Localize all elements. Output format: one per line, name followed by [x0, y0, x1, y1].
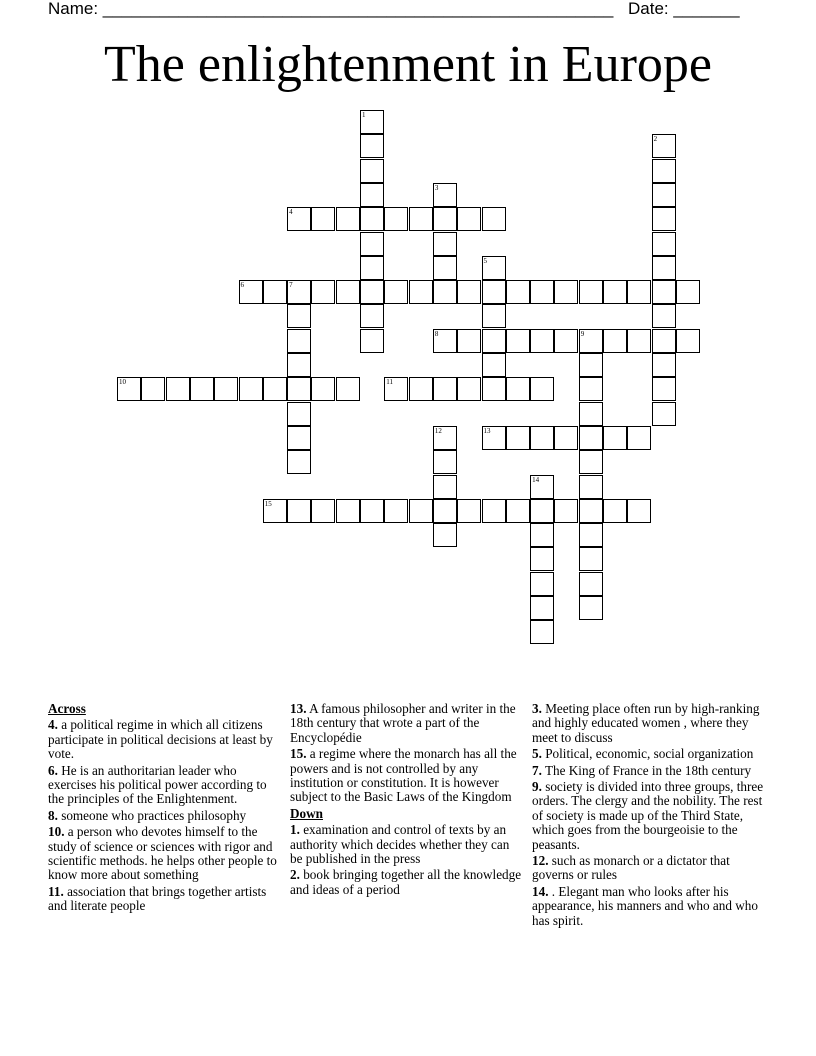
clue-text: examination and control of texts by an authority which decides whether they can be published in the press: [290, 822, 510, 867]
clue-number: 2.: [290, 867, 300, 883]
grid-cell[interactable]: [287, 329, 311, 353]
grid-cell[interactable]: [360, 134, 384, 158]
name-field-label[interactable]: Name: ______________________________________________________: [48, 0, 614, 18]
cell-number: 11: [386, 378, 394, 387]
grid-cell[interactable]: [482, 377, 506, 401]
grid-cell[interactable]: [384, 280, 408, 304]
clue-number: 11.: [48, 883, 64, 899]
date-field-label[interactable]: Date: _______: [628, 0, 740, 18]
grid-cell[interactable]: [433, 256, 457, 280]
grid-cell[interactable]: [433, 475, 457, 499]
grid-cell[interactable]: [652, 207, 676, 231]
clue-text: The King of France in the 18th century: [544, 762, 752, 778]
grid-cell[interactable]: [287, 426, 311, 450]
grid-cell[interactable]: [433, 207, 457, 231]
grid-cell[interactable]: [530, 329, 554, 353]
cell-number: 6: [240, 281, 244, 290]
grid-cell[interactable]: [287, 207, 311, 231]
grid-cell[interactable]: [409, 499, 433, 523]
clue-down-12: [532, 854, 768, 883]
grid-cell[interactable]: [457, 207, 481, 231]
clue-across-6: [48, 764, 280, 807]
grid-cell[interactable]: [579, 353, 603, 377]
clue-text: a regime where the monarch has all the powers and is not controlled by any institution or constitution. It is however subject to the Basic Laws of the Kingdom: [290, 746, 517, 805]
grid-cell[interactable]: [482, 329, 506, 353]
cell-number: 3: [434, 183, 439, 192]
grid-cell[interactable]: [506, 280, 530, 304]
grid-cell[interactable]: [117, 377, 141, 401]
clue-number: 15.: [290, 746, 307, 762]
clue-number: 6.: [48, 762, 58, 778]
grid-cell[interactable]: [311, 280, 335, 304]
grid-cell[interactable]: [603, 329, 627, 353]
cell-number: 5: [483, 256, 487, 265]
clue-text: association that brings together artists and literate people: [48, 883, 267, 914]
clue-across-10: [48, 825, 280, 883]
grid-cell[interactable]: [433, 499, 457, 523]
clue-across-4: [48, 718, 280, 761]
grid-cell[interactable]: [360, 183, 384, 207]
clue-down-3: [532, 702, 768, 745]
grid-cell[interactable]: [530, 475, 554, 499]
cell-number: 1: [362, 111, 366, 119]
grid-cell[interactable]: [603, 280, 627, 304]
grid-cell[interactable]: [360, 304, 384, 328]
grid-cell[interactable]: [579, 547, 603, 571]
grid-cell[interactable]: [506, 426, 530, 450]
grid-cell[interactable]: [530, 523, 554, 547]
cell-number: 10: [119, 378, 126, 387]
cell-number: 14: [532, 475, 540, 484]
grid-cell[interactable]: [554, 499, 578, 523]
grid-cell[interactable]: [603, 499, 627, 523]
clue-text: A famous philosopher and writer in the 18th century that wrote a part of the Encyclopédie: [290, 701, 516, 745]
grid-cell[interactable]: [239, 280, 263, 304]
grid-cell[interactable]: [530, 547, 554, 571]
clue-across-8: [48, 809, 280, 823]
cell-number: 9: [580, 329, 585, 338]
grid-cell[interactable]: [287, 280, 311, 304]
grid-cell[interactable]: [652, 159, 676, 183]
grid-cell[interactable]: [482, 256, 506, 280]
grid-cell[interactable]: [579, 280, 603, 304]
cell-number: 15: [264, 499, 272, 508]
clue-number: 14.: [532, 883, 549, 899]
grid-cell[interactable]: [627, 280, 651, 304]
grid-cell[interactable]: [287, 499, 311, 523]
grid-cell[interactable]: [579, 329, 603, 353]
grid-cell[interactable]: [652, 402, 676, 426]
across-heading: Across: [48, 701, 86, 716]
grid-cell[interactable]: [336, 280, 360, 304]
clue-text: book bringing together all the knowledge and ideas of a period: [290, 867, 522, 897]
grid-cell[interactable]: [482, 280, 506, 304]
grid-cell[interactable]: [457, 499, 481, 523]
grid-cell[interactable]: [190, 377, 214, 401]
page-title: The enlightenment in Europe: [104, 36, 712, 93]
grid-cell[interactable]: [433, 232, 457, 256]
clue-number: 8.: [48, 807, 58, 823]
grid-cell[interactable]: [579, 475, 603, 499]
grid-cell[interactable]: [457, 329, 481, 353]
grid-cell[interactable]: [384, 207, 408, 231]
grid-cell[interactable]: [360, 207, 384, 231]
grid-cell[interactable]: [360, 159, 384, 183]
grid-cell[interactable]: [652, 353, 676, 377]
grid-cell[interactable]: [579, 450, 603, 474]
clue-text: a political regime in which all citizens participate in political decisions at least by vote.: [48, 717, 273, 762]
grid-cell[interactable]: [433, 280, 457, 304]
cell-number: 12: [434, 426, 442, 435]
clue-number: 1.: [290, 822, 300, 838]
grid-cell[interactable]: [603, 426, 627, 450]
grid-cell[interactable]: [482, 304, 506, 328]
grid-cell[interactable]: [457, 377, 481, 401]
grid-cell[interactable]: [263, 377, 287, 401]
clue-across-13: [290, 702, 522, 745]
clue-down-9: [532, 780, 768, 852]
grid-cell[interactable]: [579, 499, 603, 523]
clue-text: such as monarch or a dictator that governs or rules: [532, 853, 730, 883]
grid-cell[interactable]: [336, 207, 360, 231]
grid-cell[interactable]: [311, 499, 335, 523]
grid-cell[interactable]: [360, 329, 384, 353]
grid-cell[interactable]: [336, 499, 360, 523]
grid-cell[interactable]: [287, 304, 311, 328]
grid-cell[interactable]: [482, 426, 506, 450]
grid-cell[interactable]: [627, 499, 651, 523]
clue-across-15: [290, 747, 522, 805]
clue-number: 4.: [48, 717, 58, 733]
clues-column-1: [48, 702, 280, 916]
clue-across-11: [48, 885, 280, 914]
grid-cell[interactable]: [652, 377, 676, 401]
cell-number: 7: [289, 281, 293, 290]
grid-cell[interactable]: [506, 499, 530, 523]
grid-cell[interactable]: [287, 402, 311, 426]
grid-cell[interactable]: [287, 450, 311, 474]
clue-number: 9.: [532, 779, 542, 795]
grid-cell[interactable]: [433, 329, 457, 353]
grid-cell[interactable]: [652, 304, 676, 328]
clue-text: society is divided into three groups, three orders. The clergy and the nobility. The rest of society is made up of the Third State, which goes from the bourgeoisie to the peasants.: [532, 779, 764, 852]
grid-cell[interactable]: [409, 280, 433, 304]
clue-text: someone who practices philosophy: [61, 807, 247, 823]
grid-cell[interactable]: [579, 426, 603, 450]
clue-text: Political, economic, social organization: [545, 746, 754, 762]
grid-cell[interactable]: [433, 183, 457, 207]
grid-cell[interactable]: [530, 426, 554, 450]
grid-cell[interactable]: [263, 499, 287, 523]
grid-cell[interactable]: [579, 596, 603, 620]
grid-cell[interactable]: [409, 207, 433, 231]
clue-down-1: [290, 823, 522, 866]
grid-cell[interactable]: [482, 353, 506, 377]
grid-cell[interactable]: [287, 353, 311, 377]
grid-cell[interactable]: [506, 329, 530, 353]
clue-number: 5.: [532, 746, 542, 762]
grid-cell[interactable]: [530, 620, 554, 644]
clue-number: 7.: [532, 762, 542, 778]
grid-cell[interactable]: [530, 596, 554, 620]
grid-cell[interactable]: [360, 280, 384, 304]
cell-number: 4: [289, 208, 293, 217]
grid-cell[interactable]: [579, 572, 603, 596]
grid-cell[interactable]: [409, 377, 433, 401]
grid-cell[interactable]: [433, 426, 457, 450]
cell-number: 8: [434, 329, 439, 338]
clue-number: 3.: [532, 701, 542, 716]
clue-down-2: [290, 868, 522, 897]
grid-cell[interactable]: [433, 450, 457, 474]
grid-cell[interactable]: [676, 280, 700, 304]
grid-cell[interactable]: [433, 377, 457, 401]
grid-cell[interactable]: [579, 377, 603, 401]
grid-cell[interactable]: [336, 377, 360, 401]
clue-down-5: [532, 747, 768, 761]
clues-column-3: [532, 702, 768, 930]
grid-cell[interactable]: [530, 499, 554, 523]
grid-cell[interactable]: [506, 377, 530, 401]
grid-cell[interactable]: [360, 499, 384, 523]
grid-cell[interactable]: [360, 110, 384, 134]
grid-cell[interactable]: [457, 280, 481, 304]
grid-cell[interactable]: [141, 377, 165, 401]
clue-number: 10.: [48, 824, 65, 840]
grid-cell[interactable]: [263, 280, 287, 304]
clue-down-7: [532, 764, 768, 778]
grid-cell[interactable]: [530, 280, 554, 304]
grid-cell[interactable]: [627, 426, 651, 450]
grid-cell[interactable]: [652, 329, 676, 353]
grid-cell[interactable]: [652, 134, 676, 158]
grid-cell[interactable]: [530, 377, 554, 401]
clue-text: Meeting place often run by high-ranking and highly educated women , where they meet to discuss: [532, 701, 760, 745]
grid-cell[interactable]: [360, 256, 384, 280]
grid-cell[interactable]: [652, 280, 676, 304]
grid-cell[interactable]: [166, 377, 190, 401]
grid-cell[interactable]: [530, 572, 554, 596]
grid-cell[interactable]: [287, 377, 311, 401]
grid-cell[interactable]: [311, 377, 335, 401]
clue-number: 13.: [290, 701, 307, 716]
clue-number: 12.: [532, 853, 549, 869]
grid-cell[interactable]: [214, 377, 238, 401]
grid-cell[interactable]: [627, 329, 651, 353]
clue-text: He is an authoritarian leader who exercises his political power according to the principles of the Enlightenment.: [48, 762, 267, 807]
grid-cell[interactable]: [433, 523, 457, 547]
grid-cell[interactable]: [360, 232, 384, 256]
grid-cell[interactable]: [652, 232, 676, 256]
grid-cell[interactable]: [239, 377, 263, 401]
clue-text: a person who devotes himself to the study of science or sciences with rigor and scientific methods. he helps other people to know more about something: [48, 824, 277, 883]
clue-text: . Elegant man who looks after his appearance, his manners and who and who has spirit.: [532, 883, 758, 928]
cell-number: 2: [653, 135, 658, 144]
clue-down-14: [532, 885, 768, 928]
cell-number: 13: [483, 426, 491, 435]
grid-cell[interactable]: [676, 329, 700, 353]
clues-column-2: [290, 702, 522, 899]
down-heading: Down: [290, 805, 323, 821]
grid-cell[interactable]: [384, 499, 408, 523]
grid-cell[interactable]: [579, 402, 603, 426]
grid-cell[interactable]: [482, 499, 506, 523]
grid-cell[interactable]: [554, 280, 578, 304]
grid-cell[interactable]: [554, 329, 578, 353]
grid-cell[interactable]: [554, 426, 578, 450]
grid-cell[interactable]: [579, 523, 603, 547]
grid-cell[interactable]: [482, 207, 506, 231]
grid-cell[interactable]: [652, 183, 676, 207]
grid-cell[interactable]: [311, 207, 335, 231]
grid-cell[interactable]: [384, 377, 408, 401]
grid-cell[interactable]: [652, 256, 676, 280]
